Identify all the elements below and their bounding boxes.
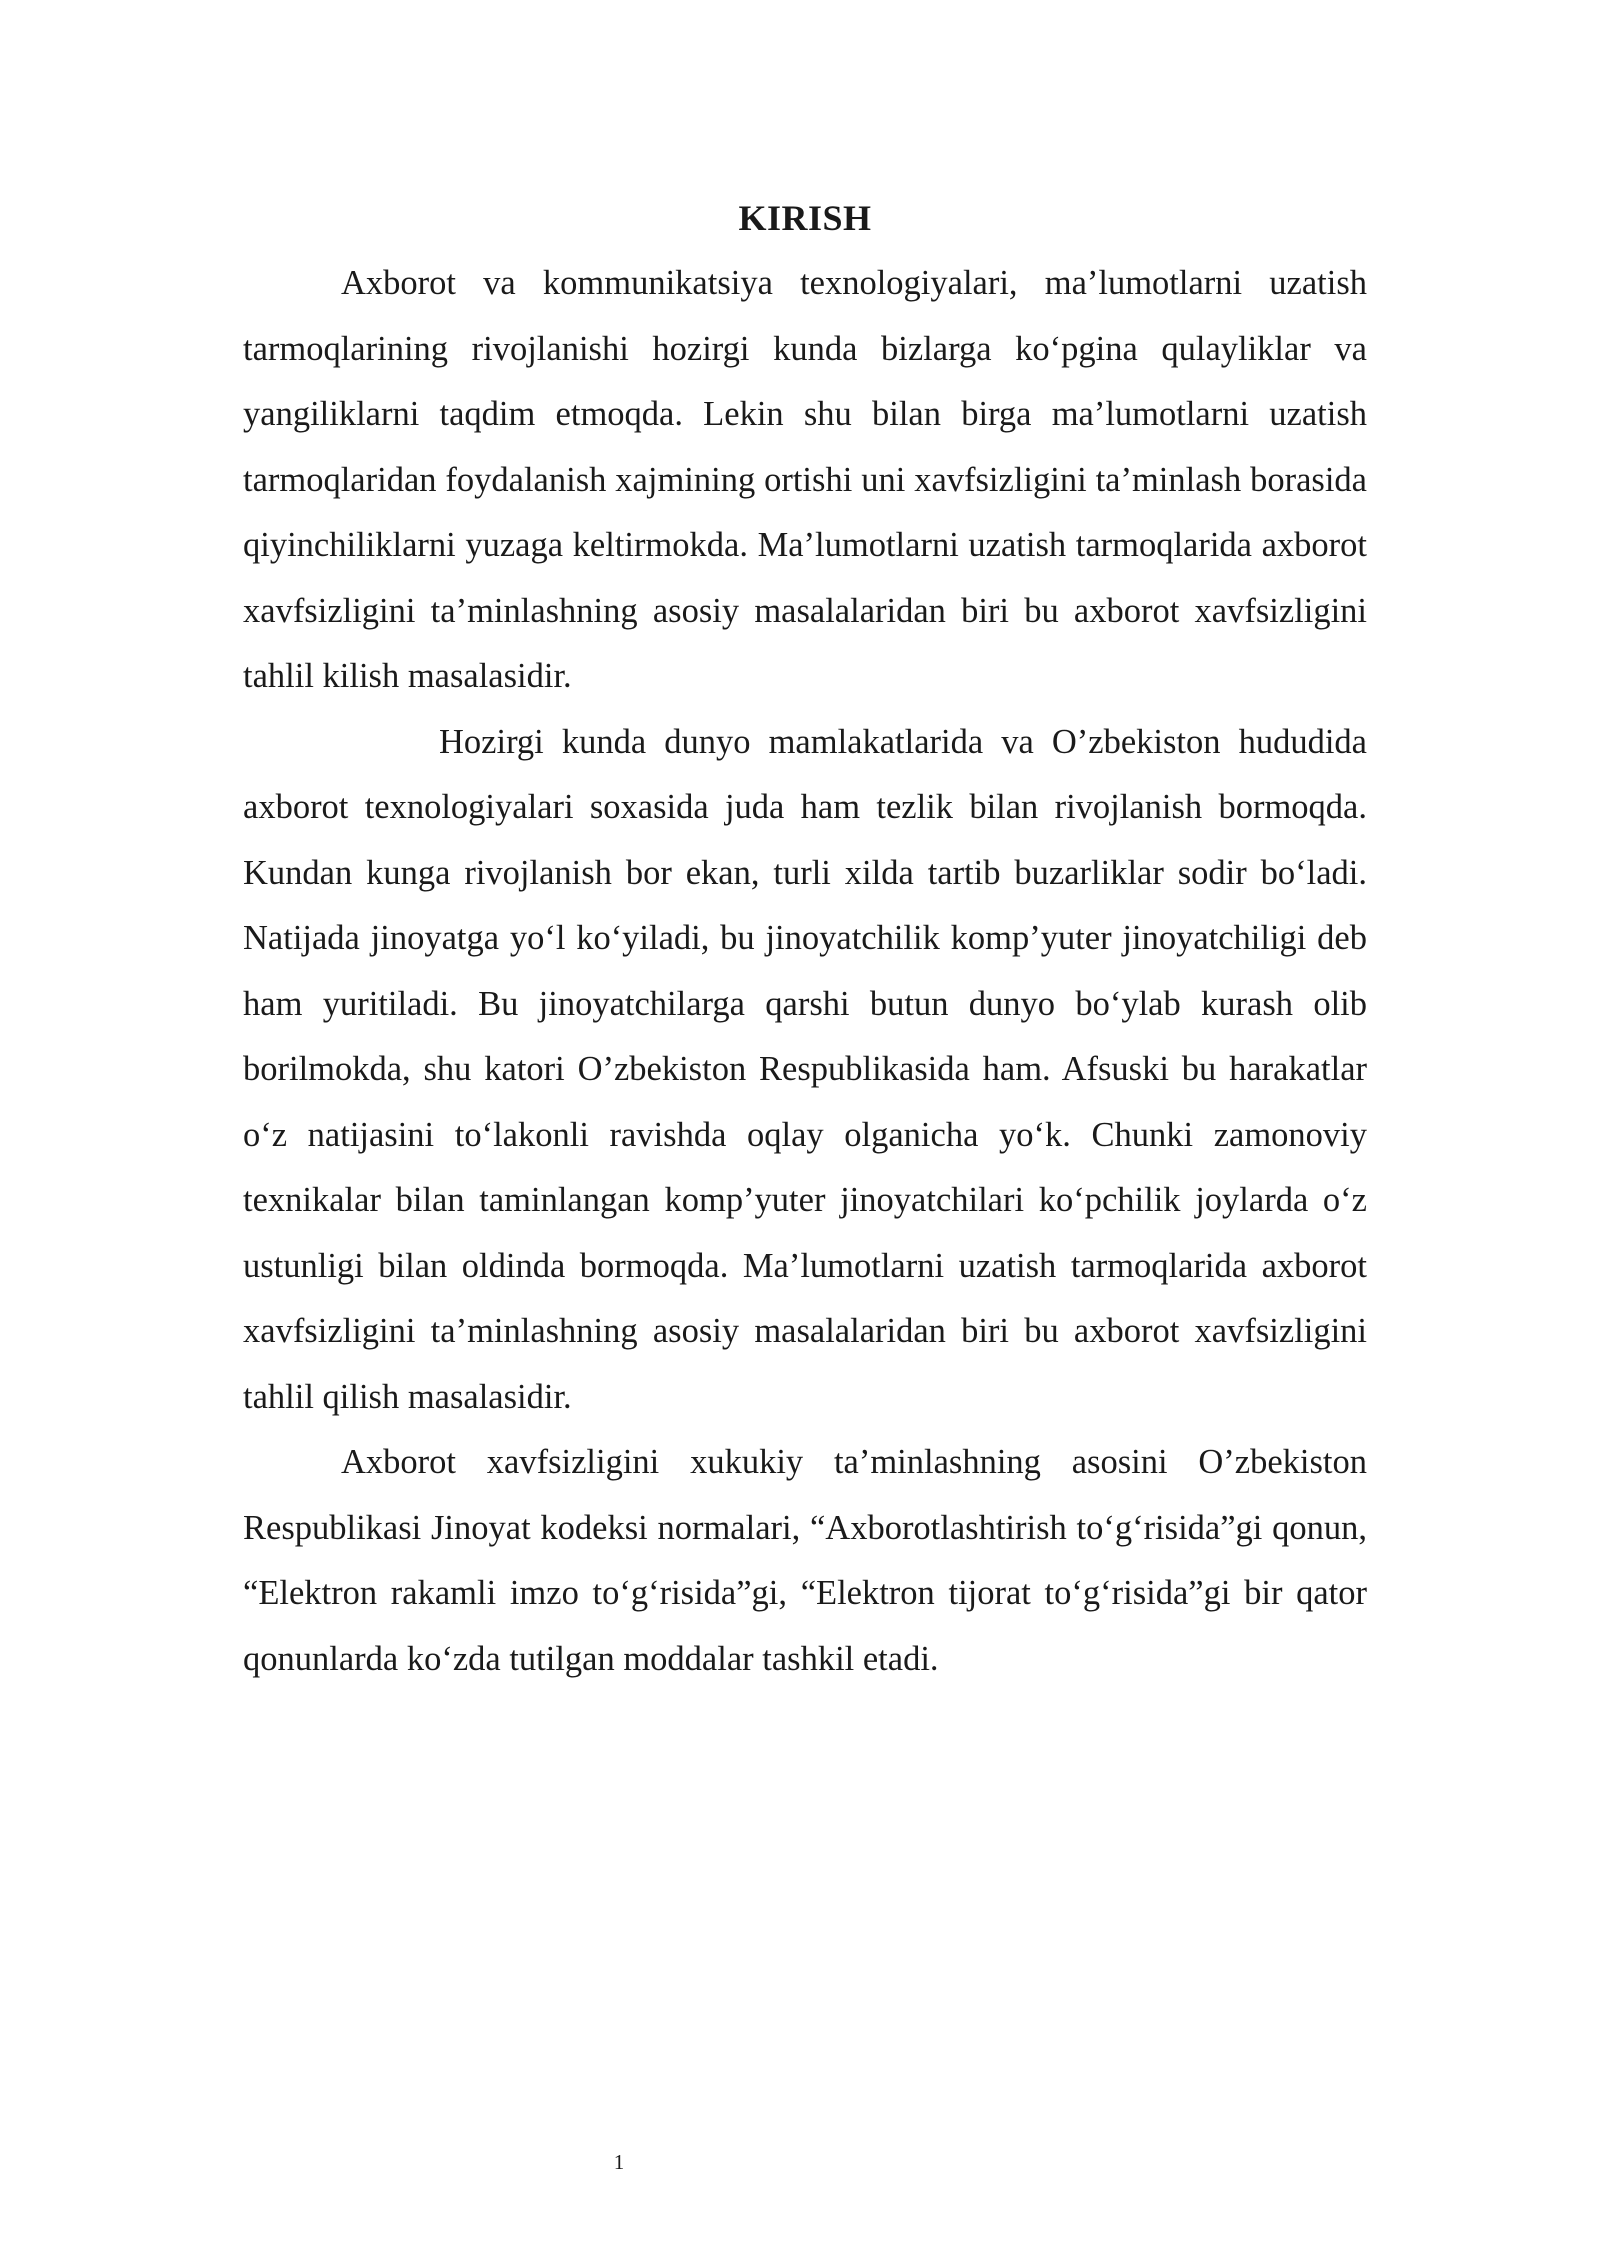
document-title: KIRISH	[738, 198, 872, 238]
paragraph-2: Hozirgi kunda dunyo mamlakatlarida va O’zbekiston hududida axborot texnologiyalari soxasida juda ham tezlik bilan rivojlanish bormoqda. Kundan kunga rivojlanish bor ekan, turli xilda tartib buzarliklar sodir bo‘ladi. Natijada jinoyatga yo‘l ko‘yiladi, bu jinoyatchilik komp’yuter jinoyatchiligi deb ham yuritiladi. Bu jinoyatchilarga qarshi butun dunyo bo‘ylab kurash olib borilmokda, shu katori O’zbekiston Respublikasida ham. Afsuski bu harakatlar o‘z natijasini to‘lakonli ravishda oqlay olganicha yo‘k. Chunki zamonoviy texnikalar bilan taminlangan komp’yuter jinoyatchilari ko‘pchilik joylarda o‘z ustunligi bilan oldinda bormoqda. Ma’lumotlarni uzatish tarmoqlarida axborot xavfsizligini ta’minlashning asosiy masalalaridan biri bu axborot xavfsizligini tahlil qilish masalasidir.	[243, 722, 1367, 1416]
paragraph-1: Axborot va kommunikatsiya texnologiyalari, ma’lumotlarni uzatish tarmoqlarining rivojlanishi hozirgi kunda bizlarga ko‘pgina qulayliklar va yangiliklarni taqdim etmoqda. Lekin shu bilan birga ma’lumotlarni uzatish tarmoqlaridan foydalanish xajmining ortishi uni xavfsizligini ta’minlash borasida qiyinchiliklarni yuzaga keltirmokda. Ma’lumotlarni uzatish tarmoqlarida axborot xavfsizligini ta’minlashning asosiy masalalaridan biri bu axborot xavfsizligini tahlil kilish masalasidir.	[243, 264, 1367, 695]
page-number: 1	[613, 2150, 625, 2174]
paragraph-3: Axborot xavfsizligini xukukiy ta’minlashning asosini O’zbekiston Respublikasi Jinoyat kodeksi normalari, “Axborotlashtirish to‘g‘risida”gi qonun, “Elektron rakamli imzo to‘g‘risida”gi, “Elektron tijorat to‘g‘risida”gi bir qator qonunlarda ko‘zda tutilgan moddalar tashkil etadi.	[243, 1443, 1367, 1678]
page-content	[243, 186, 1367, 1692]
